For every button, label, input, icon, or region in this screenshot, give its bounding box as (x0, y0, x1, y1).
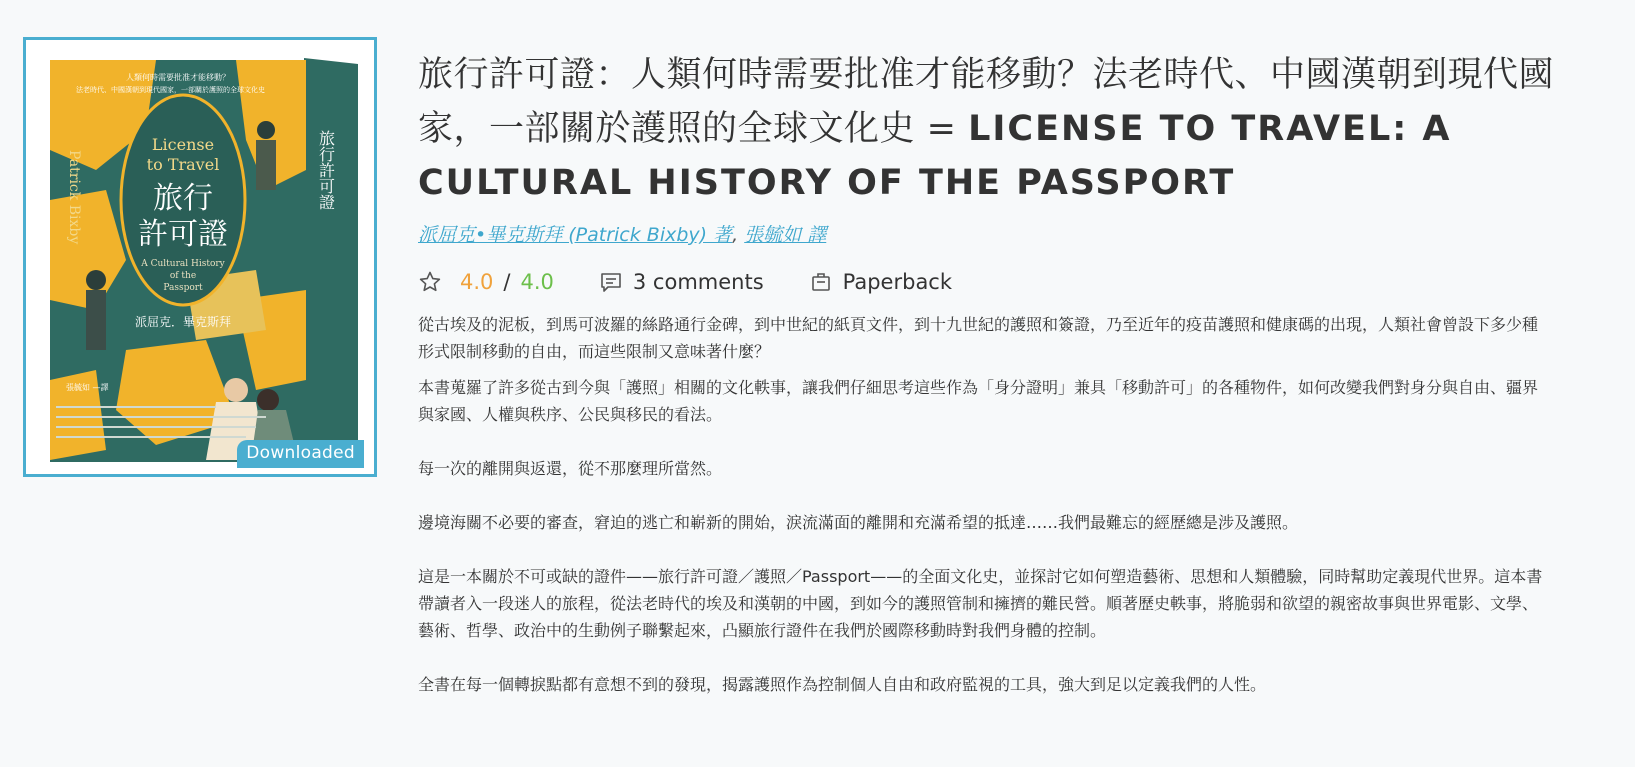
book-cover-frame[interactable] (23, 37, 377, 477)
book-title-zh: 旅行許可證：人類何時需要批准才能移動？法老時代、中國漢朝到現代國家，一部關於護照的全球文化史 (418, 55, 1555, 149)
cover-author-en: Patrick Bixby (66, 150, 82, 245)
cover-author-zh: 派屈克．畢克斯拜 (134, 315, 232, 329)
downloaded-badge: Downloaded (237, 440, 364, 468)
cover-title-zh-2: 許可證 (138, 217, 228, 252)
format-info (809, 270, 952, 294)
book-authors (418, 220, 1618, 247)
cover-subtitle-1: A Cultural History (141, 259, 225, 269)
cover-title-zh-1: 旅行 (153, 181, 213, 216)
cover-spine-title: 旅行許可證 (316, 130, 336, 210)
book-cover-image (36, 50, 364, 468)
book-info (418, 48, 1618, 707)
description-paragraph: 從古埃及的泥板，到馬可波羅的絲路通行金碑，到中世紀的紙頁文件，到十九世紀的護照和簽證，乃至近年的疫苗護照和健康碼的出現，人類社會曾設下多少種形式限制移動的自由，而這些限制又意味著什麼？ (418, 315, 1539, 361)
book-title-en: LICENSE TO TRAVEL: A CULTURAL HISTORY OF THE PASSPORT (418, 109, 1452, 203)
description-paragraph: 全書在每一個轉捩點都有意想不到的發現，揭露護照作為控制個人自由和政府監視的工具，強大到足以定義我們的人性。 (418, 675, 1267, 694)
book-format-icon (809, 270, 833, 294)
format-label: Paperback (842, 270, 953, 294)
translator-link[interactable]: 張毓如 譯 (744, 224, 827, 246)
cover-title-en-1: License (151, 135, 215, 154)
cover-tagline-1: 人類何時需要批准才能移動？ (126, 73, 230, 82)
book-title (418, 48, 1618, 210)
book-title-separator: = (915, 109, 969, 149)
description-paragraph: 每一次的離開與返還，從不那麼理所當然。 (418, 459, 723, 478)
description-paragraph: 本書蒐羅了許多從古到今與「護照」相關的文化軼事，讓我們仔細思考這些作為「身分證明」兼具「移動許可」的各種物件，如何改變我們對身分與自由、疆界與家國、人權與秩序、公民與移民的看法。 (418, 378, 1539, 424)
star-icon[interactable] (418, 270, 442, 294)
description-paragraph: 這是一本關於不可或缺的證件——旅行許可證／護照／Passport——的全面文化史，並探討它如何塑造藝術、思想和人類體驗，同時幫助定義現代世界。這本書帶讀者入一段迷人的旅程，從法老時代的埃及和漢朝的中國，到如今的護照管制和擁擠的難民營。順著歷史軼事，將脆弱和欲望的親密故事與世界電影、文學、藝術、哲學、政治中的生動例子聯繫起來，凸顯旅行證件在我們於國際移動時對我們身體的控制。 (418, 567, 1543, 640)
comments-link[interactable] (599, 270, 764, 294)
cover-tagline-2: 法老時代、中國漢朝到現代國家，一部關於護照的全球文化史 (76, 86, 265, 94)
description-paragraph: 邊境海關不必要的審查，窘迫的逃亡和嶄新的開始，淚流滿面的離開和充滿希望的抵達……我們最難忘的經歷總是涉及護照。 (418, 513, 1299, 532)
cover-translator: 張毓如 —譯 (66, 383, 109, 392)
book-meta (418, 267, 1618, 297)
rating-max: 4.0 (520, 270, 554, 294)
comments-count: 3 comments (632, 270, 764, 294)
author-link[interactable]: 派屈克•畢克斯拜 (Patrick Bixby) 著 (418, 224, 733, 246)
book-description (418, 311, 1548, 698)
rating-separator: / (503, 270, 511, 294)
cover-subtitle-2: of the (169, 271, 197, 281)
rating-current: 4.0 (460, 270, 494, 294)
comment-icon (599, 270, 623, 294)
cover-subtitle-3: Passport (163, 283, 203, 293)
author-separator: , (732, 224, 745, 246)
rating[interactable] (418, 270, 554, 294)
cover-title-en-2: to Travel (146, 155, 220, 174)
